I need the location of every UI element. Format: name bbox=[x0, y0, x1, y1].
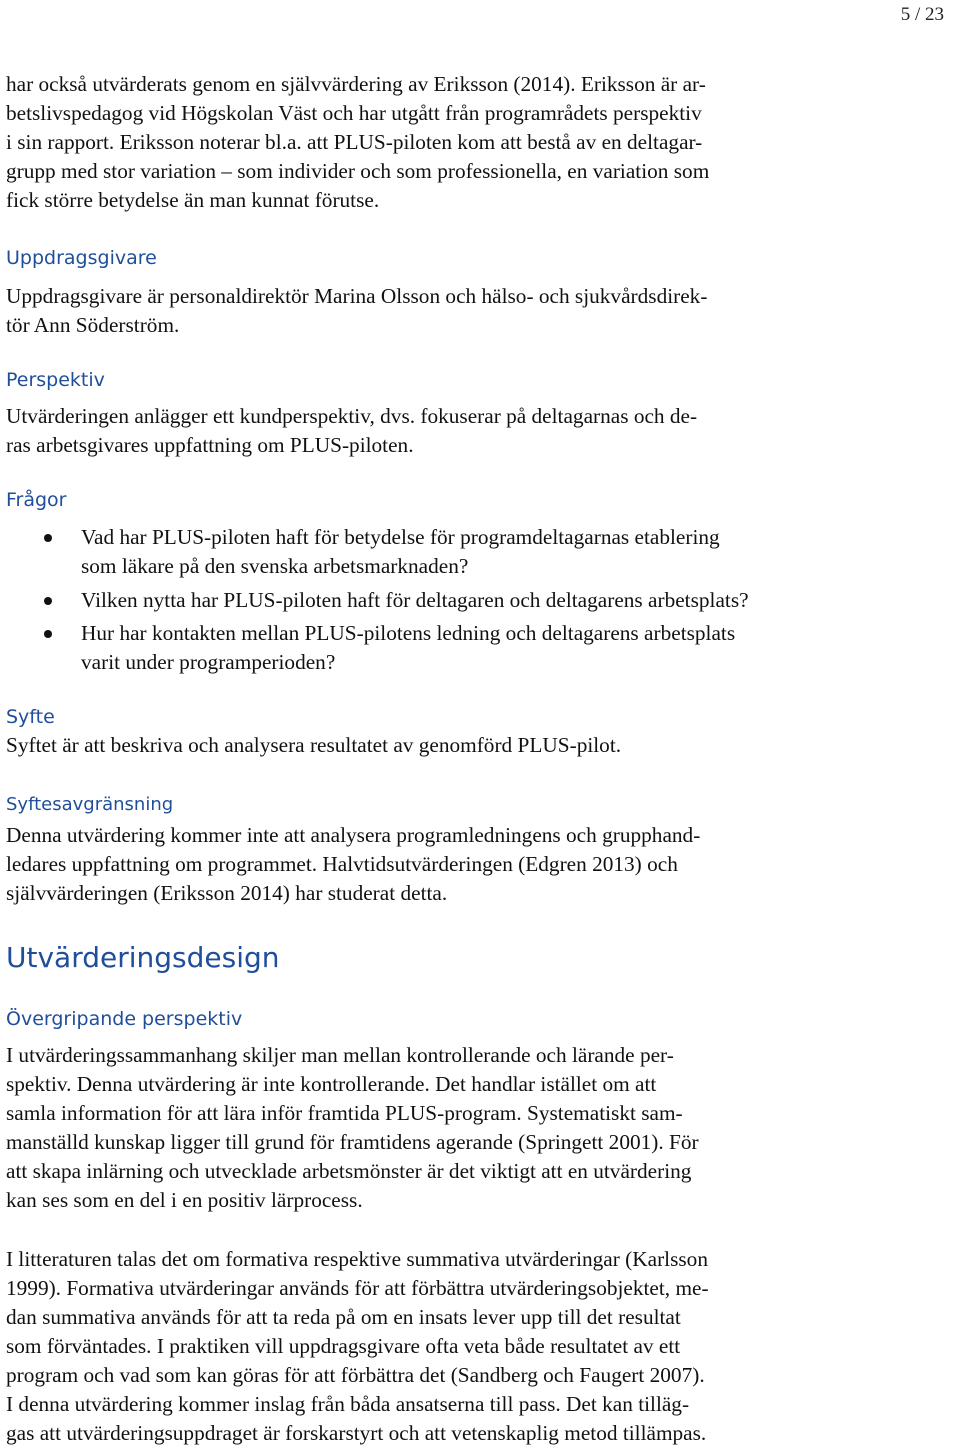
text-line: I utvärderingssammanhang skiljer man mellan kontrollerande och lärande per- bbox=[6, 1043, 674, 1067]
page-number: 5 / 23 bbox=[900, 4, 944, 25]
section-fragor bbox=[6, 486, 906, 515]
text-line: dan summativa används för att ta reda på om en insats lever upp till det resultat bbox=[6, 1305, 681, 1329]
text-line: Vilken nytta har PLUS-piloten haft för deltagaren och deltagarens arbetsplats? bbox=[81, 588, 749, 612]
text-line: som läkare på den svenska arbetsmarknaden? bbox=[81, 554, 469, 578]
chapter-heading: Utvärderingsdesign bbox=[6, 941, 280, 974]
text-line: Hur har kontakten mellan PLUS-pilotens ledning och deltagarens arbetsplats bbox=[81, 621, 736, 645]
overgripande-paragraph-1 bbox=[6, 1041, 906, 1215]
section-heading: Uppdragsgivare bbox=[6, 247, 157, 269]
section-uppdragsgivare bbox=[6, 244, 906, 273]
section-heading: Syfte bbox=[6, 706, 55, 728]
text-line: Vad har PLUS-piloten haft för betydelse för programdeltagarnas etablering bbox=[81, 525, 720, 549]
text-line: grupp med stor variation – som individer och som professionella, en variation som bbox=[6, 159, 710, 183]
section-syfte bbox=[6, 703, 906, 732]
text-line: Utvärderingen anlägger ett kundperspektiv, dvs. fokuserar på deltagarnas och de- bbox=[6, 404, 698, 428]
perspektiv-paragraph bbox=[6, 402, 906, 460]
list-item bbox=[6, 619, 906, 677]
text-line: ras arbetsgivares uppfattning om PLUS-piloten. bbox=[6, 433, 414, 457]
chapter-utvarderingsdesign bbox=[6, 938, 906, 978]
section-overgripande bbox=[6, 1005, 906, 1034]
section-syftesavgransning bbox=[6, 790, 906, 819]
text-line: tör Ann Söderström. bbox=[6, 313, 180, 337]
uppdragsgivare-paragraph bbox=[6, 282, 906, 340]
syfte-paragraph bbox=[6, 731, 906, 760]
section-heading: Övergripande perspektiv bbox=[6, 1008, 243, 1030]
section-perspektiv bbox=[6, 366, 906, 395]
text-line: I denna utvärdering kommer inslag från båda ansatserna till pass. Det kan tilläg- bbox=[6, 1392, 690, 1416]
overgripande-paragraph-2 bbox=[6, 1245, 906, 1448]
text-line: varit under programperioden? bbox=[81, 650, 336, 674]
section-heading: Perspektiv bbox=[6, 369, 105, 391]
text-line: Denna utvärdering kommer inte att analysera programledningens och grupphand- bbox=[6, 823, 701, 847]
bullet-icon bbox=[44, 534, 52, 542]
text-line: som förväntades. I praktiken vill uppdragsgivare ofta veta både resultatet av ett bbox=[6, 1334, 681, 1358]
text-line: kan ses som en del i en positiv lärprocess. bbox=[6, 1188, 363, 1212]
text-line: att skapa inlärning och utvecklade arbetsmönster är det viktigt att en utvärdering bbox=[6, 1159, 692, 1183]
text-line: självvärderingen (Eriksson 2014) har studerat detta. bbox=[6, 881, 448, 905]
list-item bbox=[6, 586, 906, 615]
text-line: samla information för att lära inför framtida PLUS-program. Systematiskt sam- bbox=[6, 1101, 683, 1125]
text-line: ledares uppfattning om programmet. Halvtidsutvärderingen (Edgren 2013) och bbox=[6, 852, 678, 876]
text-line: Uppdragsgivare är personaldirektör Marina Olsson och hälso- och sjukvårdsdirek- bbox=[6, 284, 708, 308]
bullet-icon bbox=[44, 597, 52, 605]
intro-paragraph bbox=[6, 70, 906, 215]
text-line: manställd kunskap ligger till grund för framtidens agerande (Springett 2001). För bbox=[6, 1130, 699, 1154]
text-line: fick större betydelse än man kunnat förutse. bbox=[6, 188, 380, 212]
bullet-icon bbox=[44, 630, 52, 638]
question-list bbox=[6, 523, 906, 677]
text-line: spektiv. Denna utvärdering är inte kontrollerande. Det handlar istället om att bbox=[6, 1072, 657, 1096]
list-item bbox=[6, 523, 906, 581]
section-heading: Frågor bbox=[6, 489, 67, 511]
syftesavgransning-paragraph bbox=[6, 821, 906, 908]
text-line: i sin rapport. Eriksson noterar bl.a. att PLUS-piloten kom att bestå av en deltagar- bbox=[6, 130, 703, 154]
text-line: betslivspedagog vid Högskolan Väst och har utgått från programrådets perspektiv bbox=[6, 101, 702, 125]
text-line: 1999). Formativa utvärderingar används för att förbättra utvärderingsobjektet, me- bbox=[6, 1276, 709, 1300]
text-line: I litteraturen talas det om formativa respektive summativa utvärderingar (Karlsson bbox=[6, 1247, 708, 1271]
text-line: gas att utvärderingsuppdraget är forskarstyrt och att vetenskaplig metod tillämpas. bbox=[6, 1421, 707, 1445]
text-line: har också utvärderats genom en självvärdering av Eriksson (2014). Eriksson är ar- bbox=[6, 72, 706, 96]
text-line: Syftet är att beskriva och analysera resultatet av genomförd PLUS-pilot. bbox=[6, 733, 622, 757]
subsection-heading: Syftesavgränsning bbox=[6, 794, 174, 815]
text-line: program och vad som kan göras för att förbättra det (Sandberg och Faugert 2007). bbox=[6, 1363, 705, 1387]
